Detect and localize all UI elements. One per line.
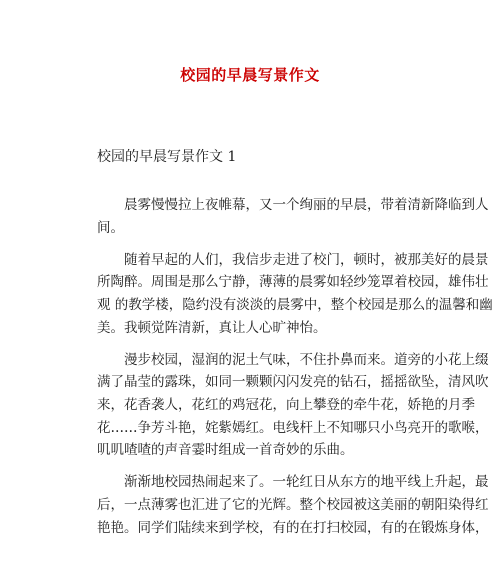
text-line: 美。我顿觉阵清新，真让人心旷神怡。 [97,319,327,336]
text-line: 漫步校园，湿润的泥土气味，不住扑鼻而来。道旁的小花上缀 [124,351,489,368]
body-text [97,194,493,549]
text-line: 渐渐地校园热闹起来了。一轮红日从东方的地平线上升起，最 [124,474,489,491]
text-line: 满了晶莹的露珠，如同一颗颗闪闪发亮的钻石，摇摇欲坠，清风吹 [97,374,489,391]
text-line: 后，一点薄雾也汇进了它的光辉。整个校园被这美丽的朝阳染得红 [97,496,489,513]
bottom-fade [0,548,500,566]
paragraph [97,249,493,339]
text-line: 间。 [97,219,124,236]
section-subtitle: 校园的早晨写景作文 1 [97,149,237,165]
text-line: 随着早起的人们，我信步走进了校门，顿时，被那美好的晨景 [124,251,489,268]
text-line: 观 的教学楼，隐约没有淡淡的晨雾中，整个校园是那么的温馨和幽 [97,296,493,313]
text-line: 叽叽喳喳的声音霎时组成一首奇妙的乐曲。 [97,442,354,459]
text-line: 来，花香袭人，花红的鸡冠花，向上攀登的牵牛花，娇艳的月季 [97,396,475,413]
paragraph [97,349,489,462]
text-line: 艳艳。同学们陆续来到学校，有的在打扫校园，有的在锻炼身体， [97,519,489,536]
text-line: 花……争芳斗艳，姹紫嫣红。电线杆上不知哪只小鸟亮开的歌喉， [97,419,489,436]
document-title: 校园的早晨写景作文 [180,66,320,84]
text-line: 晨雾慢慢拉上夜帷幕，又一个绚丽的早晨，带着清新降临到人 [124,197,489,213]
paragraph [97,471,489,539]
text-line: 所陶醉。周围是那么宁静，薄薄的晨雾如轻纱笼罩着校园，雄伟壮 [97,274,489,291]
paragraph [97,194,489,239]
